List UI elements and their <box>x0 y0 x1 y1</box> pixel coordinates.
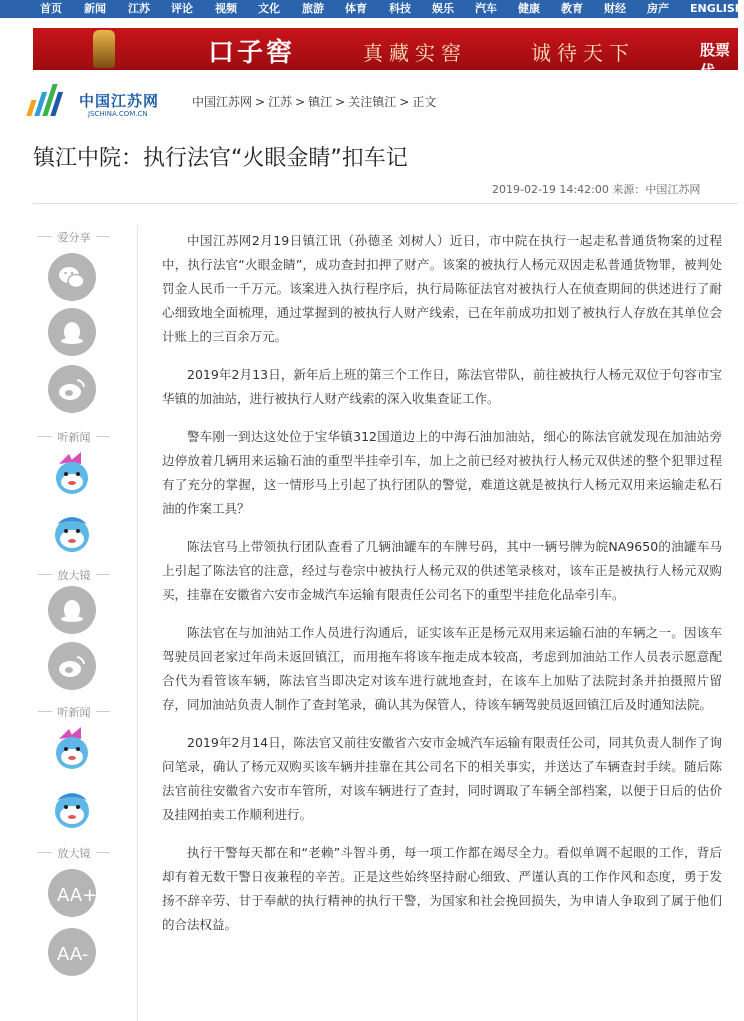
article-paragraph: 2019年2月14日，陈法官又前往安徽省六安市金城汽车运输有限责任公司，同其负责人制作了询问笔录，确认了杨元双购买该车辆并挂靠在其公司名下的相关事实，并送达了车辆查封手续。随后陈法官前往安徽省六安市车管所，对该车辆进行了查封，同时调取了车辆全部档案，以便于日后的估价及挂网拍卖工作顺利进行。 <box>162 735 722 822</box>
breadcrumb-separator: > <box>255 95 266 109</box>
article-paragraph: 执行干警每天都在和“老赖”斗智斗勇，每一项工作都在竭尽全力。看似单调不起眼的工作，背后却有着无数干警日夜兼程的辛苦。正是这些始终坚持耐心细致、严谨认真的工作作风和态度，勇于发扬不辞辛劳、甘于奉献的执行精神的执行干警，为国家和社会挽回损失，为申请人争取到了属于他们的合法权益。 <box>162 845 722 932</box>
banner-slogan: 诚待天下 <box>531 41 635 65</box>
listen-label: 听新闻 <box>36 429 112 445</box>
male-voice-avatar-icon[interactable] <box>47 450 97 500</box>
nav-item[interactable]: ENGLISH <box>690 2 744 15</box>
qq-penguin-icon <box>48 586 96 634</box>
banner-slogan: 真藏实窖 <box>363 41 467 65</box>
font-increase-text: AA+ <box>57 885 98 906</box>
nav-item[interactable]: 江苏 <box>128 2 150 15</box>
bottle-icon <box>93 30 115 68</box>
nav-item[interactable]: 娱乐 <box>432 2 454 15</box>
breadcrumb-separator: > <box>399 95 410 109</box>
nav-item[interactable]: 财经 <box>604 2 626 15</box>
nav-item[interactable]: 教育 <box>561 2 583 15</box>
nav-item[interactable]: 文化 <box>258 2 280 15</box>
nav-item[interactable]: 体育 <box>345 2 367 15</box>
weibo-icon <box>48 365 96 413</box>
listen-label: 听新闻 <box>36 704 112 720</box>
qq-share-button[interactable] <box>48 586 96 634</box>
nav-item[interactable]: 健康 <box>518 2 540 15</box>
font-decrease-button[interactable] <box>48 928 96 976</box>
nav-item[interactable]: 新闻 <box>84 2 106 15</box>
article-source: 来源：中国江苏网 <box>612 183 701 196</box>
breadcrumb-separator: > <box>335 95 346 109</box>
font-increase-button[interactable] <box>48 869 96 917</box>
breadcrumb-link[interactable]: 镇江 <box>308 95 333 109</box>
qq-share-button[interactable] <box>48 308 96 356</box>
title-divider <box>33 203 738 204</box>
wechat-icon <box>48 253 96 301</box>
zoom-label: 放大镜 <box>36 567 112 583</box>
article-paragraph: 陈法官在与加油站工作人员进行沟通后，证实该车正是杨元双用来运输石油的车辆之一。因该车驾驶员回老家过年尚未返回镇江，而用拖车将该车拖走成本较高，考虑到加油站工作人员表示愿意配合代为看管该车辆，陈法官当即决定对该车进行就地查封，在该车上加贴了法院封条并拍摄照片留存，同加油站负责人制作了查封笔录，确认其为保管人，待该车辆驾驶员返回镇江后及时通知法院。 <box>162 625 722 712</box>
font-decrease-icon <box>48 928 96 976</box>
breadcrumb-link[interactable]: 江苏 <box>268 95 293 109</box>
article-datetime: 2019-02-19 14:42:00 <box>492 183 609 196</box>
article-paragraph: 2019年2月13日，新年后上班的第三个工作日，陈法官带队，前往被执行人杨元双位于句容市宝华镇的加油站，进行被执行人财产线索的深入收集查证工作。 <box>162 367 722 406</box>
nav-item[interactable]: 科技 <box>389 2 411 15</box>
weibo-share-button[interactable] <box>48 365 96 413</box>
ad-banner[interactable] <box>33 28 738 80</box>
nav-item[interactable]: 视频 <box>215 2 237 15</box>
female-voice-avatar-icon[interactable] <box>47 784 97 834</box>
article-paragraph: 中国江苏网2月19日镇江讯（孙德圣 刘树人）近日，市中院在执行一起走私普通货物案的过程中，执行法官“火眼金睛”，成功查封扣押了财产。该案的被执行人杨元双因走私普通货物罪，被判处罚金人民币一千万元。该案进入执行程序后，执行局陈征法官对被执行人在侦查期间的供述进行了耐心细致地全面梳理，通过掌握到的被执行人财产线索，已在年前成功扣划了被执行人存放在其单位会计账上的三百余万元。 <box>162 233 722 344</box>
logo-subtitle: JSCHINA.COM.CN <box>88 110 148 118</box>
sidebar-divider <box>137 226 138 1021</box>
article-meta <box>492 181 700 197</box>
article-paragraph: 陈法官马上带领执行团队查看了几辆油罐车的车牌号码，其中一辆号牌为皖NA9650的油罐车马上引起了陈法官的注意，经过与卷宗中被执行人杨元双的供述笔录核对，该车正是被执行人杨元双购买，挂靠在安徽省六安市金城汽车运输有限责任公司名下的重型半挂危化品牵引车。 <box>162 539 722 602</box>
breadcrumb-current: 正文 <box>412 95 437 109</box>
female-voice-avatar-icon[interactable] <box>47 508 97 558</box>
article-title: 镇江中院：执行法官“火眼金睛”扣车记 <box>33 146 408 171</box>
article-body <box>162 229 722 951</box>
nav-item[interactable]: 旅游 <box>302 2 324 15</box>
nav-item[interactable]: 首页 <box>40 2 62 15</box>
nav-item[interactable]: 评论 <box>171 2 193 15</box>
share-label: 爱分享 <box>36 229 112 245</box>
logo-title[interactable]: 中国江苏网 <box>79 92 160 110</box>
breadcrumb-separator: > <box>295 95 306 109</box>
banner-stock: 股票代 <box>700 41 731 80</box>
zoom-label: 放大镜 <box>36 845 112 861</box>
nav-item[interactable]: 汽车 <box>475 2 497 15</box>
font-increase-icon <box>48 869 96 917</box>
breadcrumb-link[interactable]: 中国江苏网 <box>192 95 253 109</box>
article-paragraph: 警车刚一到达这处位于宝华镇312国道边上的中海石油加油站，细心的陈法官就发现在加油站旁边停放着几辆用来运输石油的重型半挂牵引车，加上之前已经对被执行人杨元双供述的整个犯罪过程有了充分的掌握，这一情形马上引起了执行团队的警觉，难道这就是被执行人杨元双用来运输走私石油的作案工具？ <box>162 429 722 516</box>
wechat-share-button[interactable] <box>48 253 96 301</box>
weibo-icon <box>48 642 96 690</box>
top-nav <box>0 0 744 18</box>
qq-penguin-icon <box>48 308 96 356</box>
jschina-logo-icon[interactable] <box>36 80 76 118</box>
banner-brand: 口子窖 <box>208 38 296 68</box>
weibo-share-button[interactable] <box>48 642 96 690</box>
breadcrumb-link[interactable]: 关注镇江 <box>348 95 397 109</box>
breadcrumb <box>192 93 436 110</box>
nav-item[interactable]: 房产 <box>647 2 669 15</box>
font-decrease-text: AA- <box>57 944 89 965</box>
male-voice-avatar-icon[interactable] <box>47 725 97 775</box>
